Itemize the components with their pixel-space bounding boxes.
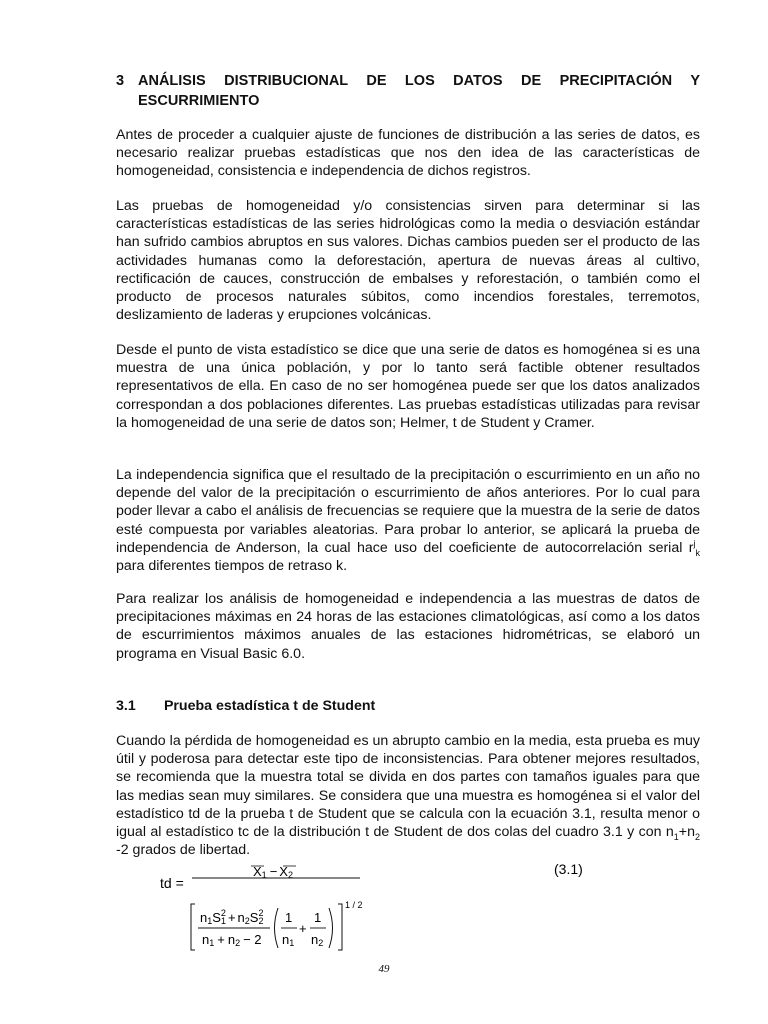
section-heading [116, 71, 700, 111]
svg-text:X1−X2: X1 − X2 [253, 864, 293, 880]
paragraph-statistics: Desde el punto de vista estadístico se dice que una serie de datos es homogénea si es una muestra de una única población, y por lo tanto será factible obtener resultados representativos de ella. En caso de no ser homogénea puede ser que los datos analizados correspondan a dos poblaciones diferentes. Las pruebas estadísticas utilizadas para revisar la homogeneidad de una serie de datos son; Helmer, t de Student y Cramer. [116, 342, 700, 431]
equation-label: (3.1) [554, 861, 583, 877]
paragraph-student-test: Cuando la pérdida de homogeneidad es un abrupto cambio en la media, esta prueba es muy útil y poderosa para detectar este tipo de inconsistencias. Para obtener mejores resultados, se recomienda que la muestra total se divida en dos partes con tamaños iguales para que las medias sean muy similares. Se considera que una muestra es homogénea si el valor del estadístico td de la prueba t de Student que se calcula con la ecuación 3.1, resulta menor o igual al estadístico tc de la distribución t de Student de dos colas del cuadro 3.1 y con $n_1+n_2$ -2 grados de libertad. [116, 733, 700, 859]
paragraph-intro: Antes de proceder a cualquier ajuste de funciones de distribución a las series de datos, es necesario realizar pruebas estadísticas que nos den idea de las características de homogeneidad, consistencia e independencia de dichos registros. [116, 127, 700, 180]
equation-3-1 [158, 858, 718, 958]
svg-text:1: 1 [285, 910, 293, 925]
svg-text:+: + [299, 921, 307, 936]
svg-text:n1+n2− 2: n1 + n2 − 2 [202, 932, 262, 948]
subsection-heading [116, 697, 375, 715]
paragraph-homogeneity: Las pruebas de homogeneidad y/o consistencias sirven para determinar si las características estadísticas de las series hidrológicas como la media o desviación estándar han sufrido cambios abruptos en sus valores. Dichas cambios pueden ser el producto de las actividades humanas como la deforestación, apertura de nuevas áreas al cultivo, rectificación de cauces, construcción de embalses y reforestación, o también como el producto de procesos naturales súbitos, como incendios forestales, terremotos, deslizamiento de laderas y erupciones volcánicas. [116, 198, 700, 324]
paragraph-program: Para realizar los análisis de homogeneidad e independencia a las muestras de datos de precipitaciones máximas en 24 horas de las estaciones climatológicas, así como a los datos de escurrimientos máximos anuales de las estaciones hidrométricas, se elaboró un programa en Visual Basic 6.0. [116, 591, 700, 662]
svg-text:1: 1 [314, 910, 322, 925]
subsection-number: 3.1 [116, 698, 136, 714]
section-title: ANÁLISIS DISTRIBUCIONAL DE LOS DATOS DE PRECIPITACIÓN Y ESCURRIMIENTO [138, 73, 700, 109]
paragraph-independence: La independencia significa que el resultado de la precipitación o escurrimiento en un año no depende del valor de la precipitación o escurrimiento de años anteriores. Por lo cual para poder llevar a cabo el análisis de frecuencias se requiere que la muestra de la serie de datos esté compuesta por variables aleatorias. Para probar lo anterior, se aplicará la prueba de independencia de Anderson, la cual hace uso del coeficiente de autocorrelación serial $r^j_k$ para diferentes tiempos de retraso k. [116, 467, 700, 575]
subsection-title: Prueba estadística t de Student [163, 698, 376, 714]
svg-text:n1S21+n2S22: $n1S^2$ $1 + n2S^2$ 2 [200, 908, 264, 926]
svg-text:n1: n1 [282, 932, 295, 948]
equation-exponent: 1 / 2 [345, 900, 363, 910]
equation-lhs: td = [160, 875, 184, 891]
svg-text:n2: n2 [311, 932, 324, 948]
section-number: 3 [116, 73, 125, 89]
equation-graphic [158, 858, 718, 958]
page-number: 49 [378, 963, 390, 975]
